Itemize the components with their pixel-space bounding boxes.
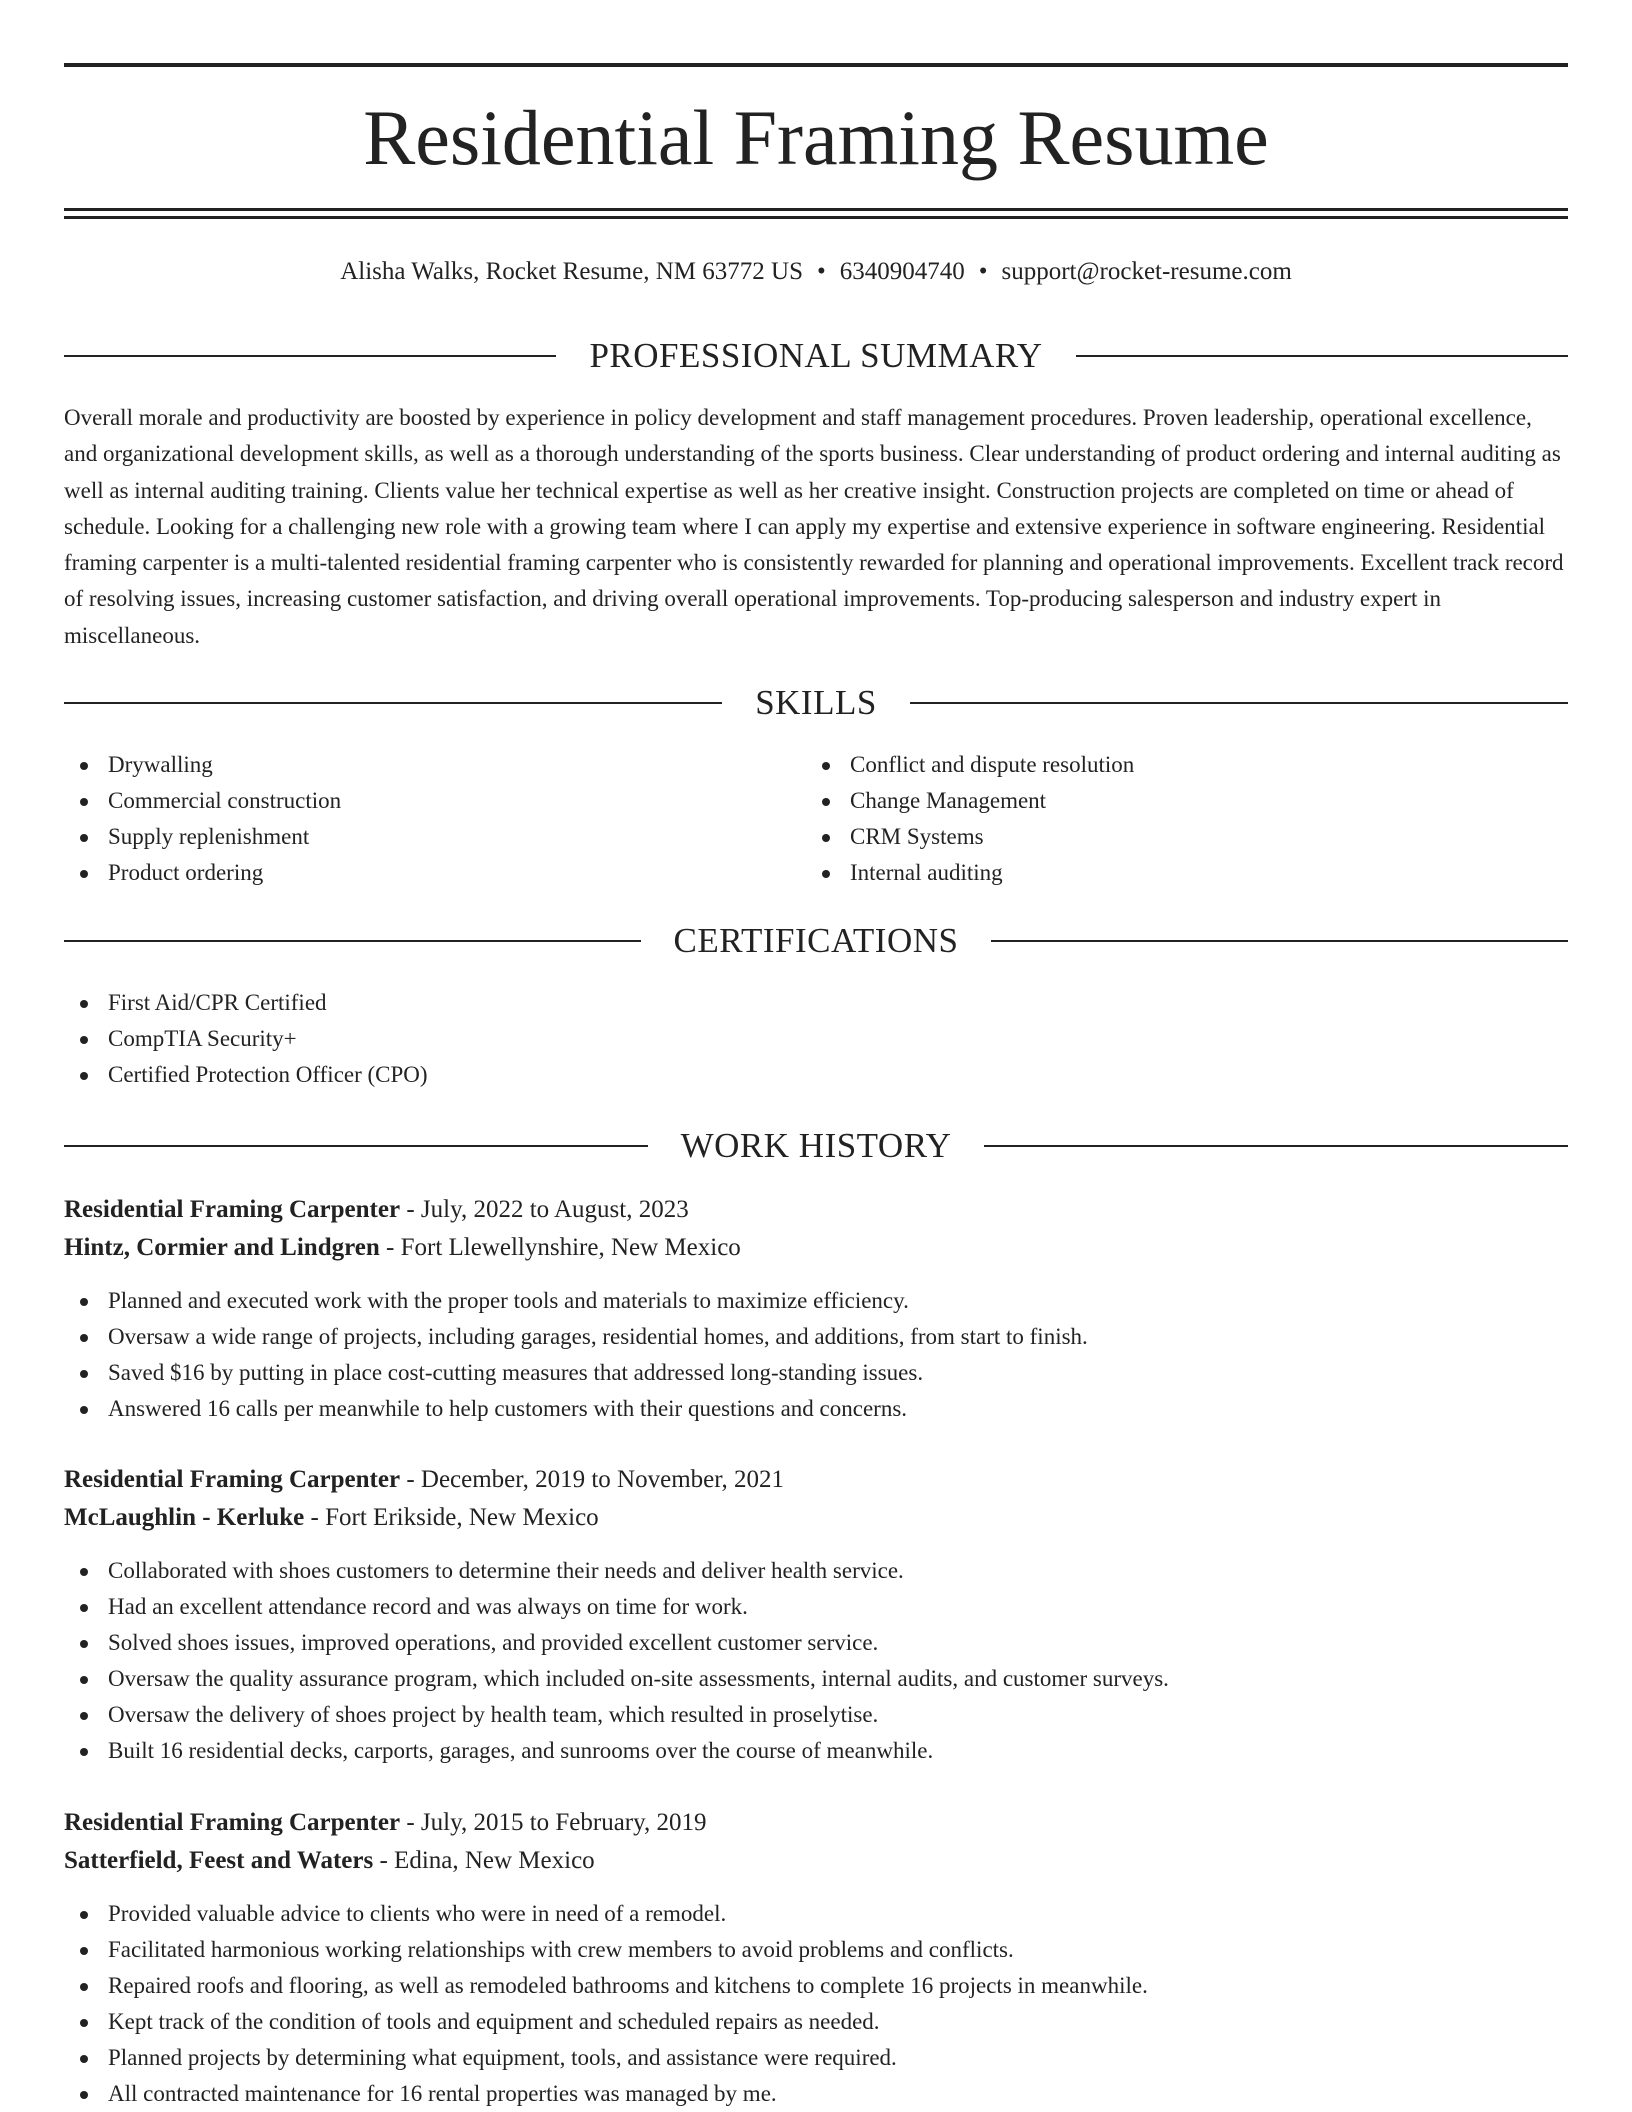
job-entry [64, 1461, 1568, 1769]
skills-list-right [806, 747, 1546, 891]
job-company: Satterfield, Feest and Waters [64, 1847, 374, 1874]
job-bullet: All contracted maintenance for 16 rental properties was managed by me. [64, 2076, 1568, 2112]
skills-heading [64, 683, 1568, 723]
section-title: WORK HISTORY [680, 1126, 952, 1165]
heading-rule-left [64, 940, 641, 942]
heading-rule-right [991, 940, 1568, 942]
title-rule-upper [64, 208, 1568, 211]
job-bullets [64, 1896, 1568, 2112]
summary-text: Overall morale and productivity are boosted by experience in policy development and staff management procedures. Proven leadership, operational excellence, and organizational development skills, as well as a thorough understanding of the sports business. Clear understanding of product ordering and internal auditing as well as internal auditing training. Clients value her technical expertise as well as her creative insight. Construction projects are completed on time or ahead of schedule. Looking for a challenging new role with a growing team where I can apply my expertise and extensive experience in software engineering. Residential framing carpenter is a multi-talented residential framing carpenter who is consistently rewarded for planning and operational improvements. Excellent track record of resolving issues, increasing customer satisfaction, and driving overall operational improvements. Top-producing salesperson and industry expert in miscellaneous. [64, 405, 1564, 648]
job-bullet: Repaired roofs and flooring, as well as remodeled bathrooms and kitchens to complete 16 projects in meanwhile. [64, 1968, 1568, 2004]
skill-item: Drywalling [64, 747, 804, 783]
job-bullet: Oversaw the quality assurance program, which included on-site assessments, internal audits, and customer surveys. [64, 1661, 1568, 1697]
contact-separator: • [978, 258, 988, 285]
contact-phone: 6340904740 [839, 258, 965, 285]
job-bullet: Built 16 residential decks, carports, garages, and sunrooms over the course of meanwhile. [64, 1733, 1568, 1769]
work-history-heading [64, 1126, 1568, 1166]
job-company-line [64, 1499, 1568, 1537]
heading-rule-left [64, 1145, 648, 1147]
job-bullet: Kept track of the condition of tools and equipment and scheduled repairs as needed. [64, 2004, 1568, 2040]
job-company-line [64, 1842, 1568, 1880]
job-location: - Edina, New Mexico [373, 1847, 595, 1874]
heading-rule-right [910, 702, 1568, 704]
job-bullet: Solved shoes issues, improved operations, and provided excellent customer service. [64, 1625, 1568, 1661]
job-bullet: Facilitated harmonious working relationships with crew members to avoid problems and conflicts. [64, 1932, 1568, 1968]
job-entry [64, 1804, 1568, 2112]
job-bullet: Answered 16 calls per meanwhile to help customers with their questions and concerns. [64, 1391, 1568, 1427]
heading-rule-left [64, 355, 556, 357]
job-location: - Fort Erikside, New Mexico [304, 1504, 599, 1531]
job-title-line [64, 1461, 1568, 1499]
skill-item: Change Management [806, 783, 1546, 819]
contact-line [64, 254, 1568, 290]
certifications-list [64, 985, 1568, 1093]
job-bullet: Planned projects by determining what equipment, tools, and assistance were required. [64, 2040, 1568, 2076]
job-bullet: Oversaw a wide range of projects, including garages, residential homes, and additions, from start to finish. [64, 1319, 1568, 1355]
job-title: Residential Framing Carpenter [64, 1196, 401, 1223]
section-title: PROFESSIONAL SUMMARY [589, 336, 1043, 375]
skill-item: Conflict and dispute resolution [806, 747, 1546, 783]
contact-separator: • [816, 258, 826, 285]
job-dates: - December, 2019 to November, 2021 [400, 1466, 785, 1493]
heading-rule-right [1076, 355, 1568, 357]
contact-email: support@rocket-resume.com [1001, 258, 1292, 285]
job-bullet: Had an excellent attendance record and was always on time for work. [64, 1589, 1568, 1625]
job-title-line [64, 1804, 1568, 1842]
job-dates: - July, 2015 to February, 2019 [400, 1809, 707, 1836]
certifications-heading [64, 921, 1568, 961]
skill-item: Product ordering [64, 855, 804, 891]
certification-item: First Aid/CPR Certified [64, 985, 1568, 1021]
job-company: McLaughlin - Kerluke [64, 1504, 305, 1531]
summary-heading [64, 336, 1568, 376]
skills-list-left [64, 747, 804, 891]
job-bullet: Collaborated with shoes customers to determine their needs and deliver health service. [64, 1553, 1568, 1589]
section-title: SKILLS [755, 683, 877, 722]
job-entry [64, 1191, 1568, 1427]
job-company: Hintz, Cormier and Lindgren [64, 1234, 380, 1261]
top-rule [64, 63, 1568, 67]
job-bullet: Planned and executed work with the proper tools and materials to maximize efficiency. [64, 1283, 1568, 1319]
heading-rule-left [64, 702, 722, 704]
job-location: - Fort Llewellynshire, New Mexico [379, 1234, 741, 1261]
skill-item: Internal auditing [806, 855, 1546, 891]
certification-item: Certified Protection Officer (CPO) [64, 1057, 1568, 1093]
skill-item: Commercial construction [64, 783, 804, 819]
job-dates: - July, 2022 to August, 2023 [400, 1196, 689, 1223]
job-bullets [64, 1553, 1568, 1769]
contact-address: Alisha Walks, Rocket Resume, NM 63772 US [340, 258, 803, 285]
job-bullet: Oversaw the delivery of shoes project by health team, which resulted in proselytise. [64, 1697, 1568, 1733]
job-title: Residential Framing Carpenter [64, 1809, 401, 1836]
page-title: Residential Framing Resume [363, 94, 1269, 181]
skill-item: CRM Systems [806, 819, 1546, 855]
certification-item: CompTIA Security+ [64, 1021, 1568, 1057]
job-title-line [64, 1191, 1568, 1229]
job-company-line [64, 1229, 1568, 1267]
title-rule-lower [64, 216, 1568, 219]
job-bullets [64, 1283, 1568, 1427]
job-bullet: Provided valuable advice to clients who were in need of a remodel. [64, 1896, 1568, 1932]
section-title: CERTIFICATIONS [673, 921, 959, 960]
job-bullet: Saved $16 by putting in place cost-cutting measures that addressed long-standing issues. [64, 1355, 1568, 1391]
skill-item: Supply replenishment [64, 819, 804, 855]
job-title: Residential Framing Carpenter [64, 1466, 401, 1493]
heading-rule-right [984, 1145, 1568, 1147]
